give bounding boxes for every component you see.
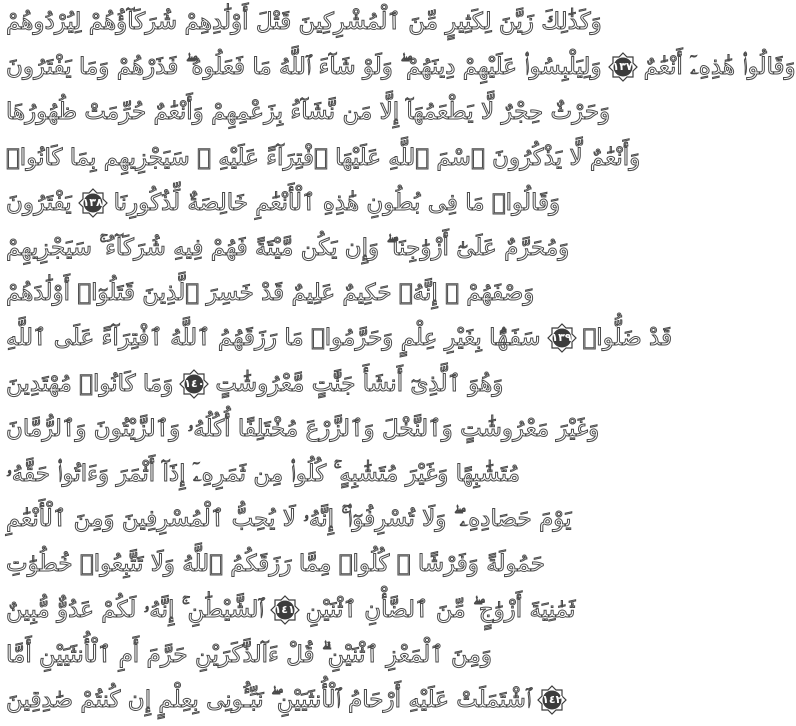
verse-line (6, 2, 602, 42)
ayah-number: ١٣٩ (551, 331, 572, 345)
ayah-number-marker (78, 188, 108, 218)
verse-text: حَمُولَةً وَفَرْشًا ۚ كُلُوا۟ مِمَّا رَزَقَكُمُ ٱللَّهُ وَلَا تَتَّبِعُوا۟ خُطُوَٰتِ (6, 551, 545, 578)
verse-text: وَلِيَلْبِسُوا۟ عَلَيْهِمْ دِينَهُمْ ۖ وَلَوْ شَآءَ ٱللَّهُ مَا فَعَلُوهُ ۖ فَذَرْهُمْ وَمَا يَفْتَرُونَ (6, 54, 602, 81)
verse-text: وَقَالُوا۟ مَا فِى بُطُونِ هَٰذِهِ ٱلْأَنْعَٰمِ خَالِصَةٌ لِّذُكُورِنَا (113, 189, 561, 216)
verse-text: وَمَا كَانُوا۟ مُهْتَدِينَ (6, 370, 174, 397)
verse-line (6, 92, 611, 132)
verse-line (6, 364, 504, 404)
verse-text: وَأَنْعَٰمٌ لَّا يَذْكُرُونَ ٱسْمَ ٱللَّهِ عَلَيْهَا ٱفْتِرَآءً عَلَيْهِ ۚ سَيَجْزِيهِم بِمَا كَانُوا۟ (6, 144, 641, 171)
verse-text: سَفَهًۢا بِغَيْرِ عِلْمٍ وَحَرَّمُوا۟ مَا رَزَقَهُمُ ٱللَّهُ ٱفْتِرَآءً عَلَى ٱللَّهِ (6, 325, 541, 352)
verse-line (6, 635, 492, 675)
verse-line (6, 47, 796, 87)
ayah-number: ١٤٢ (542, 693, 563, 706)
verse-text: يَوْمَ حَصَادِهِۦ ۖ وَلَا تُسْرِفُوٓا۟ ۚ إِنَّهُۥ لَا يُحِبُّ ٱلْمُسْرِفِينَ وَمِنَ ٱلْأَنْعَٰمِ (6, 506, 572, 533)
verse-text: مُتَشَٰبِهًا وَغَيْرَ مُتَشَٰبِهٍ ۚ كُلُوا۟ مِن ثَمَرِهِۦٓ إِذَآ أَثْمَرَ وَءَاتُوا۟ حَقَّهُۥ (6, 461, 521, 487)
verse-text: وَغَيْرَ مَعْرُوشَٰتٍ وَٱلنَّخْلَ وَٱلزَّرْعَ مُخْتَلِفًا أُكُلُهُۥ وَٱلزَّيْتُونَ وَٱلرُّمَّانَ (6, 415, 600, 442)
verse-text: وَقَالُوا۟ هَٰذِهِۦٓ أَنْعَٰمٌ (643, 54, 796, 81)
verse-line (6, 228, 570, 268)
verse-line (6, 409, 600, 449)
verse-line (6, 273, 535, 313)
ayah-number: ١٤٠ (184, 376, 205, 390)
ayah-number-marker (608, 52, 638, 82)
ayah-number-marker (179, 369, 209, 399)
verse-text: وَمِنَ ٱلْمَعْزِ ٱثْنَيْنِ ۗ قُلْ ءَآلذَّكَرَيْنِ حَرَّمَ أَمِ ٱلْأُنثَيَيْنِ أَمَّا (6, 641, 492, 668)
verse-text: وَحَرْثٌ حِجْرٌ لَّا يَطْعَمُهَآ إِلَّا مَن نَّشَآءُ بِزَعْمِهِمْ وَأَنْعَٰمٌ حُرِّمَتْ ظُهُورُهَا (6, 99, 611, 126)
verse-line (6, 680, 563, 720)
verse-text: وَهُوَ ٱلَّذِىٓ أَنشَأَ جَنَّٰتٍ مَّعْرُوشَٰتٍ (215, 370, 504, 397)
ayah-number: ١٤١ (274, 602, 295, 616)
ayah-number-marker (537, 685, 567, 715)
verse-text: يَفْتَرُونَ (6, 189, 72, 216)
verse-line (6, 183, 561, 223)
verse-line (6, 544, 545, 584)
verse-text: وَصْفَهُمْ ۚ إِنَّهُۥ حَكِيمٌ عَلِيمٌ قَدْ خَسِرَ ٱلَّذِينَ قَتَلُوٓا۟ أَوْلَٰدَهُمْ (6, 280, 535, 307)
verse-text: قَدْ ضَلُّوا۟ (582, 325, 673, 352)
verse-line (6, 318, 673, 358)
verse-text: ٱشْتَمَلَتْ عَلَيْهِ أَرْحَامُ ٱلْأُنثَيَيْنِ ۖ نَبِّـُٔونِى بِعِلْمٍ إِن كُنتُمْ صَٰدِقِينَ (6, 687, 532, 713)
ayah-number: ١٣٨ (82, 195, 103, 209)
verse-text: وَمُحَرَّمٌ عَلَىٰٓ أَزْوَٰجِنَا ۖ وَإِن يَكُن مَّيْتَةً فَهُمْ فِيهِ شُرَكَآءُ ۚ سَيَجْزِيهِمْ (6, 235, 570, 261)
ayah-number: ١٣٧ (612, 60, 633, 74)
verse-text: ٱلشَّيْطَٰنِ ۚ إِنَّهُۥ لَكُمْ عَدُوٌّ مُّبِينٌ (6, 596, 264, 623)
verse-line (6, 138, 641, 178)
verse-text: ثَمَٰنِيَةَ أَزْوَٰجٍ ۖ مِّنَ ٱلضَّأْنِ ٱثْنَيْنِ (305, 596, 576, 623)
ayah-number-marker (547, 323, 577, 353)
verse-line (6, 454, 521, 494)
verse-line (6, 499, 572, 539)
verse-line (6, 590, 576, 630)
verse-text: وَكَذَٰلِكَ زَيَّنَ لِكَثِيرٍ مِّنَ ٱلْمُشْرِكِينَ قَتْلَ أَوْلَٰدِهِمْ شُرَكَآؤُهُمْ لِيُرْدُوهُمْ (6, 9, 602, 35)
ayah-number-marker (270, 595, 300, 625)
